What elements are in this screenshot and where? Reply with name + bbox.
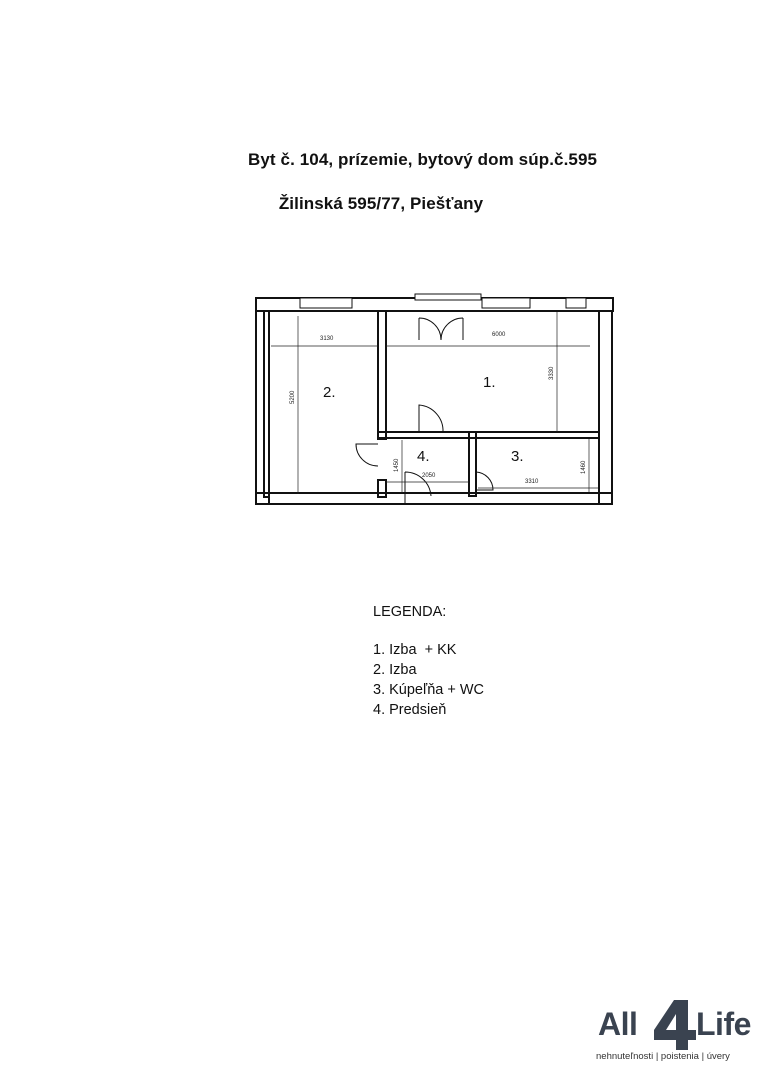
dim-room4-width: 2050 [422, 473, 436, 479]
right-wall [599, 311, 612, 504]
room-label-4: 4. [417, 448, 430, 465]
window-right [482, 298, 530, 308]
legend [373, 602, 484, 720]
company-logo: All Life nehnuteľnosti | poistenia | úvery [592, 998, 762, 1078]
room-label-3: 3. [511, 448, 524, 465]
door-room1 [419, 405, 443, 432]
dim-room2-width: 3130 [320, 336, 334, 342]
dim-room2-height: 5200 [290, 390, 296, 404]
legend-heading: LEGENDA: [373, 604, 447, 620]
bottom-wall [256, 493, 612, 504]
partition-stub [378, 480, 386, 497]
balcony-frame [415, 294, 481, 300]
door-room3 [476, 472, 493, 490]
dim-room1-height: 3330 [549, 366, 555, 380]
dim-room1-width: 6000 [492, 332, 506, 338]
door-room2 [356, 444, 378, 466]
dim-room4-height: 1450 [394, 458, 400, 472]
partition-horizontal [378, 432, 599, 438]
window-left [300, 298, 352, 308]
dim-room3-width: 3310 [525, 479, 539, 485]
window-small [566, 298, 586, 308]
partition-vertical [378, 311, 386, 439]
logo-tagline: nehnuteľnosti | poistenia | úvery [596, 1051, 730, 1062]
left-wall [256, 311, 269, 504]
legend-item: 1. Izba + KK [373, 642, 457, 658]
left-wall-inner [264, 311, 269, 497]
plan-title: Byt č. 104, prízemie, bytový dom súp.č.595 [248, 150, 598, 169]
dim-room3-height: 1460 [581, 460, 587, 474]
room-label-2: 2. [323, 384, 336, 401]
legend-item: 3. Kúpeľňa + WC [373, 682, 485, 698]
legend-item: 2. Izba [373, 662, 417, 678]
logo-4-mark [652, 1000, 698, 1050]
legend-item: 4. Predsieň [373, 702, 447, 718]
partition-4-3 [469, 432, 476, 496]
plan-address: Žilinská 595/77, Piešťany [278, 194, 484, 213]
room-label-1: 1. [483, 374, 496, 391]
balcony-door-left [419, 318, 441, 340]
balcony-door-right [441, 318, 463, 340]
